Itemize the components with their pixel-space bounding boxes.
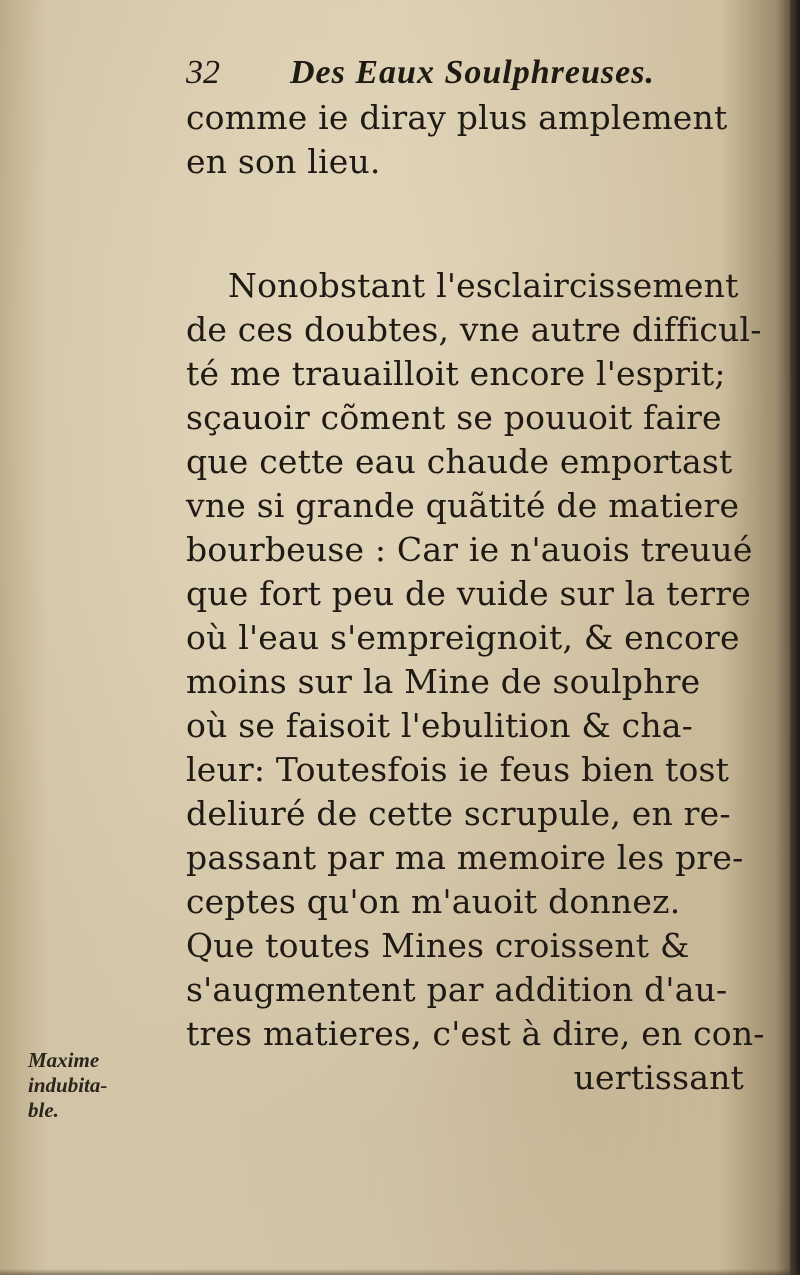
text-line: Nonobstant l'esclaircissement (228, 266, 739, 305)
text-line: s'augmentent par addition d'au- (186, 970, 728, 1009)
text-line: que cette eau chaude emportast (186, 442, 733, 481)
page-header (186, 52, 746, 94)
text-line: tres matieres, c'est à dire, en con- (186, 1014, 765, 1053)
text-line: en son lieu. (186, 142, 381, 181)
body-text (186, 96, 766, 1100)
paragraph-gap (186, 184, 766, 264)
text-line: vne si grande quãtité de matiere (186, 486, 740, 525)
page-number: 32 (186, 54, 220, 91)
margin-note-line: Maxime (28, 1048, 100, 1072)
page-bottom-shadow (0, 1269, 800, 1275)
text-line: sçauoir cõment se pouuoit faire (186, 398, 722, 437)
text-line: comme ie diray plus amplement (186, 98, 728, 137)
text-line: bourbeuse : Car ie n'auois treuué (186, 530, 753, 569)
running-title: Des Eaux Soulphreuses. (290, 54, 655, 91)
text-line: ceptes qu'on m'auoit donnez. (186, 882, 681, 921)
text-line: té me trauailloit encore l'esprit; (186, 354, 726, 393)
text-line: où l'eau s'empreignoit, & encore (186, 618, 740, 657)
text-line: Que toutes Mines croissent & (186, 926, 690, 965)
text-line: moins sur la Mine de soulphre (186, 662, 701, 701)
text-line: de ces doubtes, vne autre difficul- (186, 310, 762, 349)
text-line: deliuré de cette scrupule, en re- (186, 794, 731, 833)
margin-note-line: ble. (28, 1098, 59, 1122)
page-edge-shadow (790, 0, 800, 1275)
text-line: passant par ma memoire les pre- (186, 838, 744, 877)
catchword: uertissant (573, 1058, 744, 1097)
margin-note (28, 1048, 158, 1123)
text-line: leur: Toutesfois ie feus bien tost (186, 750, 730, 789)
margin-note-line: indubita- (28, 1073, 108, 1097)
text-line: que fort peu de vuide sur la terre (186, 574, 751, 613)
text-line: où se faisoit l'ebulition & cha- (186, 706, 694, 745)
